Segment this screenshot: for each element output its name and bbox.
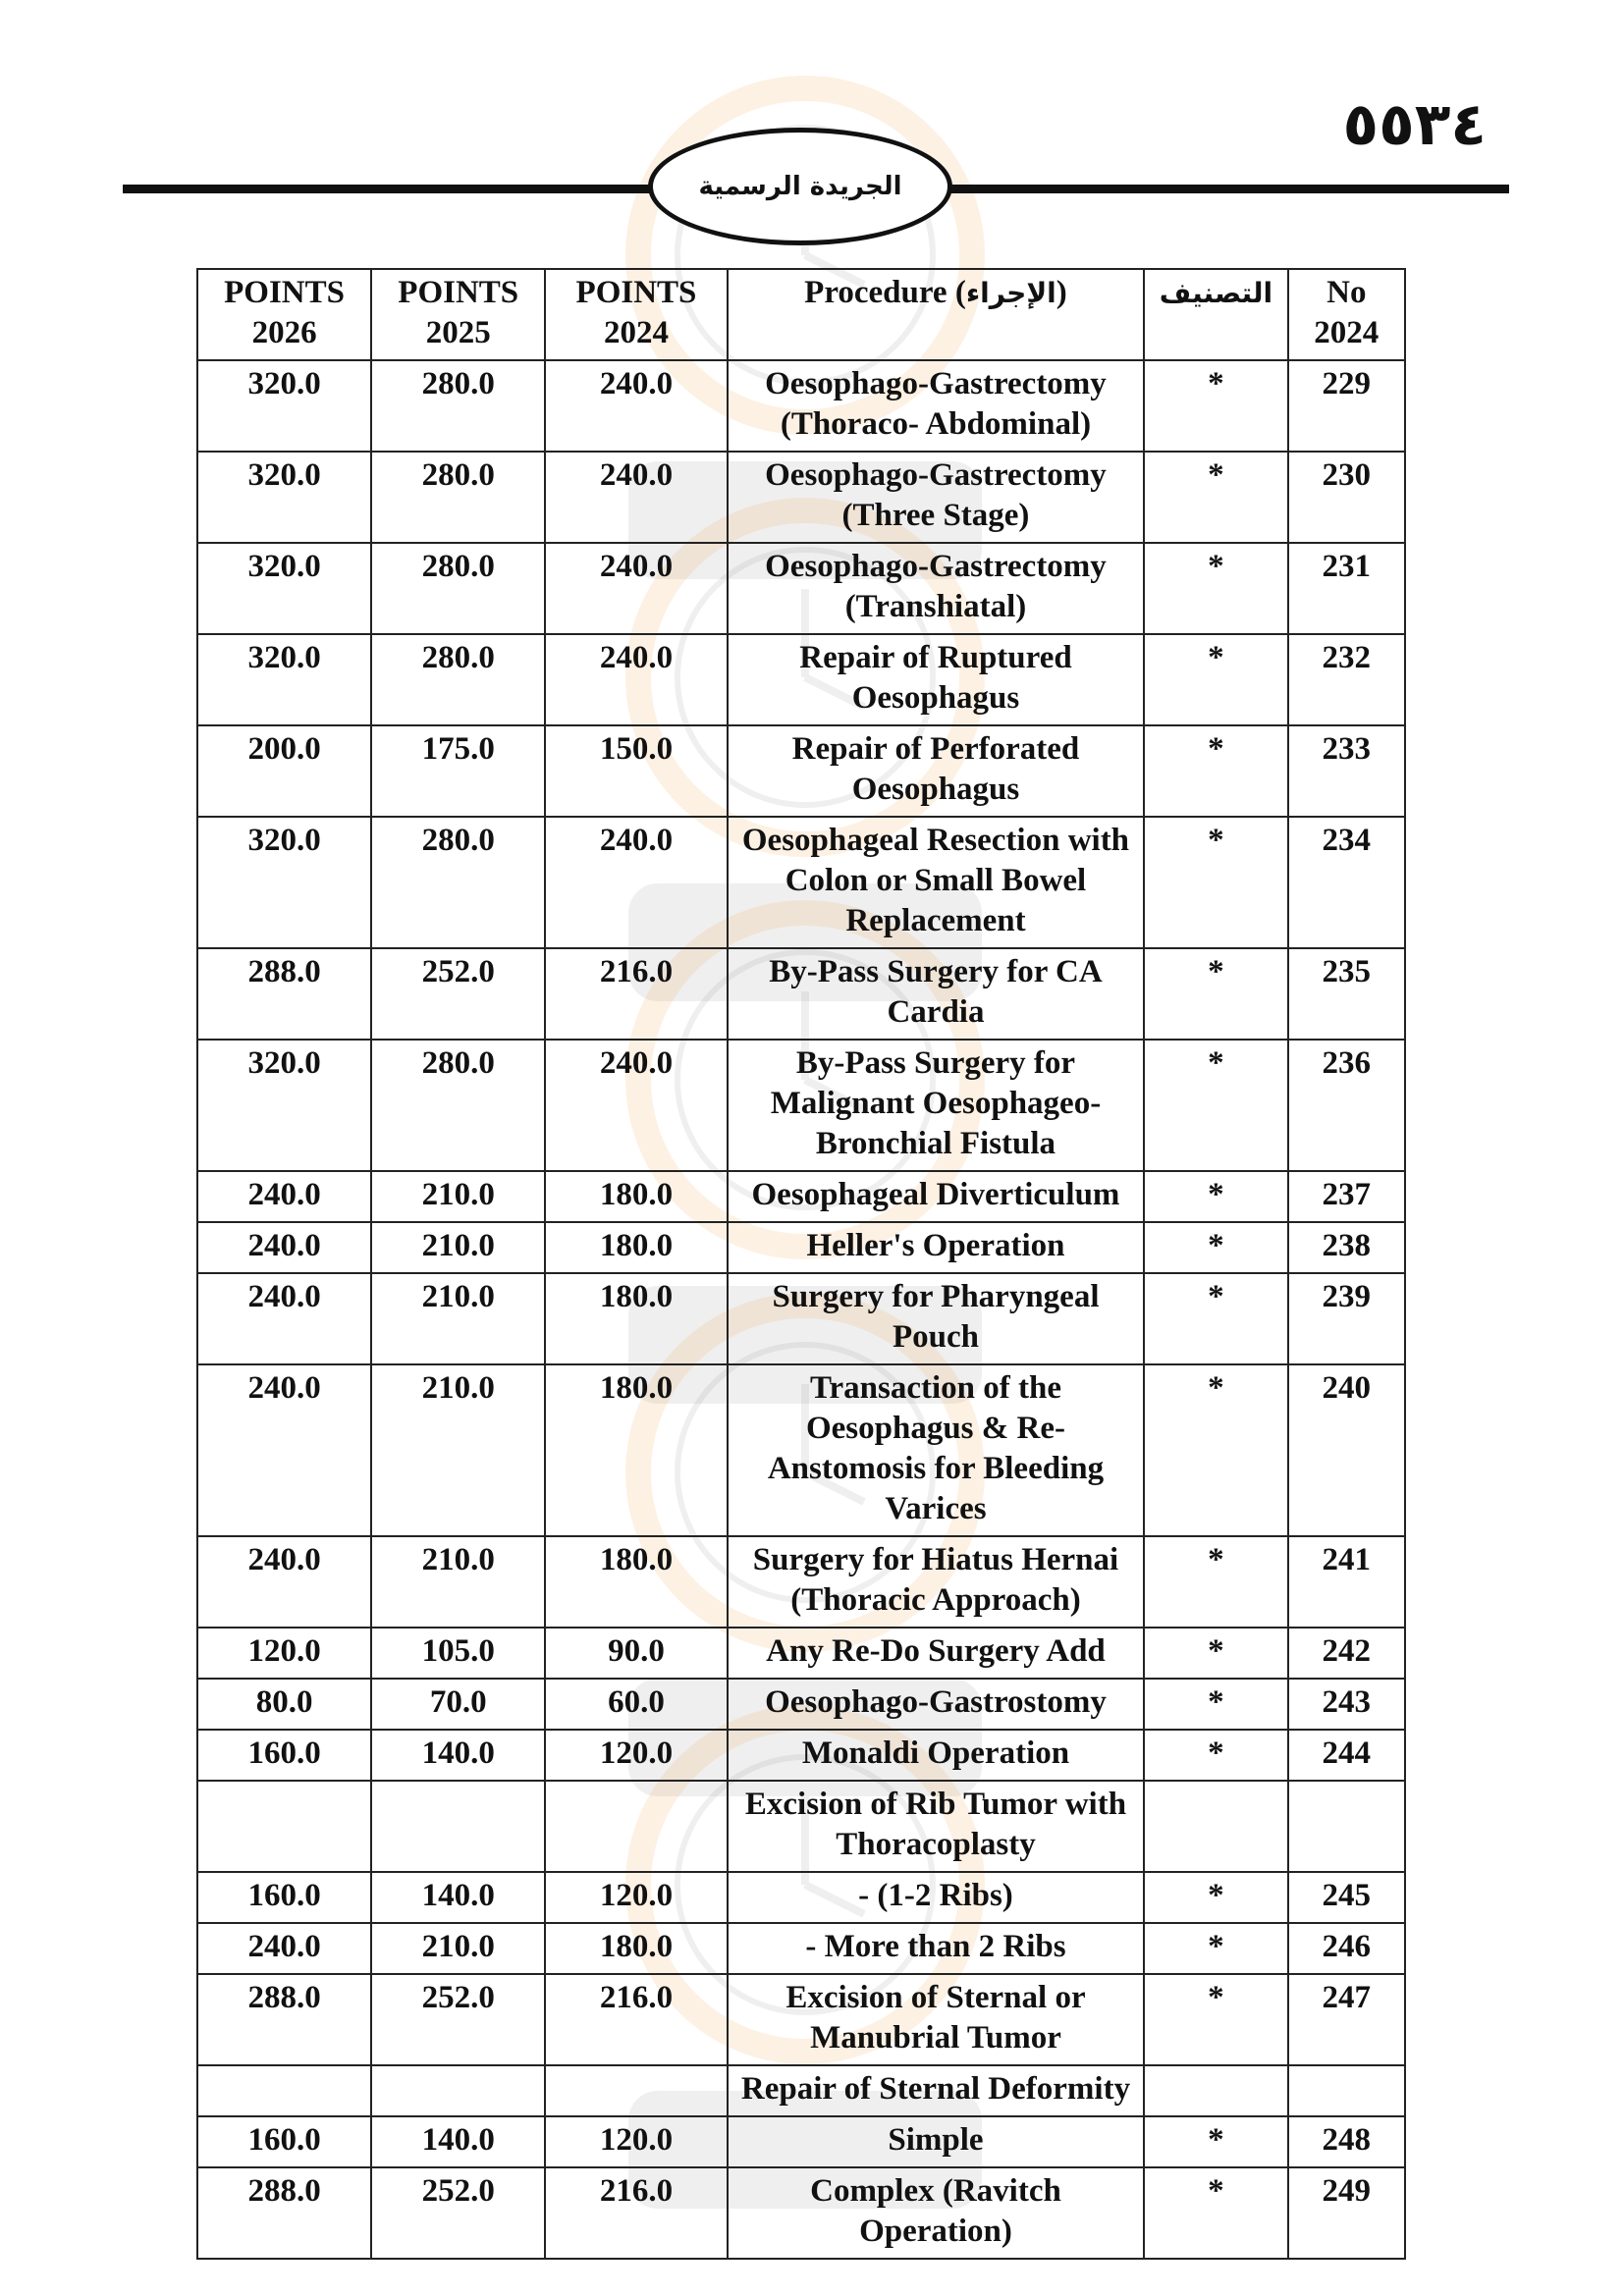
cell-points-2025: 140.0 <box>371 1872 545 1923</box>
cell-number: 229 <box>1288 360 1405 452</box>
cell-procedure: Excision of Sternal or Manubrial Tumor <box>728 1974 1145 2065</box>
table-row <box>197 1923 1405 1974</box>
cell-points-2024: 120.0 <box>545 1730 727 1781</box>
cell-points-2025: 280.0 <box>371 634 545 725</box>
cell-procedure: Excision of Rib Tumor with Thoracoplasty <box>728 1781 1145 1872</box>
cell-points-2025: 175.0 <box>371 725 545 817</box>
cell-points-2026: 240.0 <box>197 1222 371 1273</box>
cell-points-2026: 320.0 <box>197 452 371 543</box>
cell-number: 238 <box>1288 1222 1405 1273</box>
table-row <box>197 725 1405 817</box>
table-row <box>197 1536 1405 1628</box>
cell-procedure: Surgery for Hiatus Hernai (Thoracic Approach) <box>728 1536 1145 1628</box>
cell-number: 230 <box>1288 452 1405 543</box>
cell-points-2026: 80.0 <box>197 1679 371 1730</box>
cell-points-2025: 210.0 <box>371 1364 545 1536</box>
table-row <box>197 1730 1405 1781</box>
cell-points-2024: 216.0 <box>545 2167 727 2259</box>
page-number: ٥٥٣٤ <box>1342 90 1487 159</box>
cell-number: 248 <box>1288 2116 1405 2167</box>
table-body <box>197 360 1405 2259</box>
cell-procedure: Oesophago-Gastrectomy (Transhiatal) <box>728 543 1145 634</box>
cell-number: 245 <box>1288 1872 1405 1923</box>
header-points-2024-year: 2024 <box>603 315 669 350</box>
cell-points-2024: 240.0 <box>545 1040 727 1171</box>
header-procedure-en: Procedure ( <box>804 275 966 310</box>
cell-classification: * <box>1144 1171 1287 1222</box>
cell-points-2026: 320.0 <box>197 817 371 948</box>
cell-points-2025: 105.0 <box>371 1628 545 1679</box>
cell-points-2026: 240.0 <box>197 1536 371 1628</box>
cell-points-2026: 200.0 <box>197 725 371 817</box>
cell-procedure: Repair of Perforated Oesophagus <box>728 725 1145 817</box>
cell-classification: * <box>1144 1679 1287 1730</box>
cell-procedure: Heller's Operation <box>728 1222 1145 1273</box>
cell-points-2026: 320.0 <box>197 543 371 634</box>
cell-procedure: Any Re-Do Surgery Add <box>728 1628 1145 1679</box>
cell-classification: * <box>1144 452 1287 543</box>
procedures-table <box>196 268 1406 2260</box>
cell-number: 244 <box>1288 1730 1405 1781</box>
cell-procedure: Simple <box>728 2116 1145 2167</box>
cell-points-2024: 240.0 <box>545 817 727 948</box>
header-points-2026-year: 2026 <box>251 315 317 350</box>
header-no-year: 2024 <box>1314 315 1380 350</box>
cell-classification <box>1144 1781 1287 1872</box>
table-row <box>197 1222 1405 1273</box>
cell-points-2025 <box>371 2065 545 2116</box>
cell-points-2026 <box>197 2065 371 2116</box>
cell-number: 236 <box>1288 1040 1405 1171</box>
header-points-2026-label: POINTS <box>224 275 346 310</box>
cell-points-2025 <box>371 1781 545 1872</box>
cell-classification: * <box>1144 1273 1287 1364</box>
cell-classification: * <box>1144 725 1287 817</box>
cell-procedure: Repair of Sternal Deformity <box>728 2065 1145 2116</box>
cell-number: 234 <box>1288 817 1405 948</box>
cell-classification: * <box>1144 543 1287 634</box>
cell-points-2026: 288.0 <box>197 948 371 1040</box>
cell-points-2024: 60.0 <box>545 1679 727 1730</box>
table-row <box>197 948 1405 1040</box>
cell-classification: * <box>1144 1872 1287 1923</box>
header-classification <box>1144 269 1287 360</box>
table-row <box>197 1781 1405 1872</box>
cell-procedure: Surgery for Pharyngeal Pouch <box>728 1273 1145 1364</box>
cell-classification: * <box>1144 1974 1287 2065</box>
cell-classification: * <box>1144 360 1287 452</box>
cell-classification: * <box>1144 1628 1287 1679</box>
cell-classification: * <box>1144 1536 1287 1628</box>
cell-points-2025: 210.0 <box>371 1536 545 1628</box>
header-classification-label: التصنيف <box>1159 277 1273 309</box>
cell-classification: * <box>1144 634 1287 725</box>
cell-points-2025: 70.0 <box>371 1679 545 1730</box>
cell-procedure: By-Pass Surgery for CA Cardia <box>728 948 1145 1040</box>
cell-points-2026: 320.0 <box>197 634 371 725</box>
cell-points-2024: 216.0 <box>545 948 727 1040</box>
table-row <box>197 1171 1405 1222</box>
cell-points-2026: 160.0 <box>197 1730 371 1781</box>
cell-points-2024: 180.0 <box>545 1536 727 1628</box>
cell-points-2024: 240.0 <box>545 634 727 725</box>
cell-points-2024: 150.0 <box>545 725 727 817</box>
cell-points-2024: 180.0 <box>545 1222 727 1273</box>
cell-points-2024: 180.0 <box>545 1273 727 1364</box>
cell-points-2024: 240.0 <box>545 543 727 634</box>
cell-number: 233 <box>1288 725 1405 817</box>
cell-classification: * <box>1144 1364 1287 1536</box>
cell-classification: * <box>1144 817 1287 948</box>
cell-points-2024: 180.0 <box>545 1171 727 1222</box>
cell-procedure: Complex (Ravitch Operation) <box>728 2167 1145 2259</box>
cell-number: 241 <box>1288 1536 1405 1628</box>
table-row <box>197 1974 1405 2065</box>
cell-points-2025: 210.0 <box>371 1171 545 1222</box>
cell-number: 232 <box>1288 634 1405 725</box>
cell-classification: * <box>1144 1730 1287 1781</box>
cell-number: 242 <box>1288 1628 1405 1679</box>
cell-points-2025: 252.0 <box>371 1974 545 2065</box>
cell-points-2026 <box>197 1781 371 1872</box>
cell-points-2026: 240.0 <box>197 1273 371 1364</box>
cell-procedure: Oesophageal Resection with Colon or Small Bowel Replacement <box>728 817 1145 948</box>
cell-points-2026: 240.0 <box>197 1171 371 1222</box>
table-row <box>197 1628 1405 1679</box>
cell-points-2024: 216.0 <box>545 1974 727 2065</box>
table-row <box>197 360 1405 452</box>
table-header-row <box>197 269 1405 360</box>
cell-points-2025: 210.0 <box>371 1273 545 1364</box>
cell-procedure: Monaldi Operation <box>728 1730 1145 1781</box>
cell-classification <box>1144 2065 1287 2116</box>
cell-points-2025: 140.0 <box>371 2116 545 2167</box>
header-points-2024-label: POINTS <box>575 275 697 310</box>
cell-points-2025: 252.0 <box>371 2167 545 2259</box>
cell-number <box>1288 2065 1405 2116</box>
cell-points-2026: 240.0 <box>197 1923 371 1974</box>
cell-points-2024: 180.0 <box>545 1923 727 1974</box>
cell-number: 243 <box>1288 1679 1405 1730</box>
cell-points-2026: 288.0 <box>197 1974 371 2065</box>
cell-classification: * <box>1144 948 1287 1040</box>
cell-procedure: - (1-2 Ribs) <box>728 1872 1145 1923</box>
header-no-label: No <box>1326 275 1367 310</box>
cell-number: 246 <box>1288 1923 1405 1974</box>
cell-points-2026: 288.0 <box>197 2167 371 2259</box>
cell-procedure: Oesophageal Diverticulum <box>728 1171 1145 1222</box>
cell-points-2024: 240.0 <box>545 452 727 543</box>
header-points-2024 <box>545 269 727 360</box>
cell-points-2024: 180.0 <box>545 1364 727 1536</box>
cell-points-2024: 120.0 <box>545 2116 727 2167</box>
cell-procedure: Transaction of the Oesophagus & Re-Anstomosis for Bleeding Varices <box>728 1364 1145 1536</box>
header-points-2025 <box>371 269 545 360</box>
cell-classification: * <box>1144 1040 1287 1171</box>
cell-points-2025: 280.0 <box>371 1040 545 1171</box>
cell-points-2026: 320.0 <box>197 360 371 452</box>
cell-points-2025: 210.0 <box>371 1222 545 1273</box>
cell-number: 231 <box>1288 543 1405 634</box>
table-row <box>197 2167 1405 2259</box>
cell-points-2026: 240.0 <box>197 1364 371 1536</box>
table-row <box>197 1273 1405 1364</box>
header-no <box>1288 269 1405 360</box>
cell-points-2026: 160.0 <box>197 1872 371 1923</box>
table-row <box>197 1679 1405 1730</box>
cell-procedure: Oesophago-Gastrostomy <box>728 1679 1145 1730</box>
cell-points-2026: 160.0 <box>197 2116 371 2167</box>
cell-number: 247 <box>1288 1974 1405 2065</box>
cell-points-2025: 280.0 <box>371 452 545 543</box>
table-row <box>197 2116 1405 2167</box>
cell-number: 235 <box>1288 948 1405 1040</box>
table-row <box>197 634 1405 725</box>
cell-points-2025: 280.0 <box>371 543 545 634</box>
cell-procedure: Oesophago-Gastrectomy (Three Stage) <box>728 452 1145 543</box>
cell-procedure: - More than 2 Ribs <box>728 1923 1145 1974</box>
cell-points-2024 <box>545 1781 727 1872</box>
table-row <box>197 1040 1405 1171</box>
cell-number: 237 <box>1288 1171 1405 1222</box>
cell-points-2025: 140.0 <box>371 1730 545 1781</box>
table-row <box>197 2065 1405 2116</box>
cell-points-2024 <box>545 2065 727 2116</box>
cell-procedure: Oesophago-Gastrectomy (Thoraco- Abdominal) <box>728 360 1145 452</box>
cell-number: 240 <box>1288 1364 1405 1536</box>
cell-classification: * <box>1144 1923 1287 1974</box>
cell-points-2024: 90.0 <box>545 1628 727 1679</box>
cell-points-2026: 120.0 <box>197 1628 371 1679</box>
cell-points-2025: 280.0 <box>371 817 545 948</box>
cell-classification: * <box>1144 1222 1287 1273</box>
cell-points-2024: 240.0 <box>545 360 727 452</box>
cell-points-2025: 280.0 <box>371 360 545 452</box>
cell-number: 239 <box>1288 1273 1405 1364</box>
header-points-2025-year: 2025 <box>425 315 491 350</box>
cell-points-2026: 320.0 <box>197 1040 371 1171</box>
table-row <box>197 543 1405 634</box>
header-points-2025-label: POINTS <box>398 275 519 310</box>
cell-points-2024: 120.0 <box>545 1872 727 1923</box>
gazette-title: الجريدة الرسمية <box>648 128 952 245</box>
table-row <box>197 817 1405 948</box>
table-row <box>197 1872 1405 1923</box>
cell-number: 249 <box>1288 2167 1405 2259</box>
table-row <box>197 1364 1405 1536</box>
cell-procedure: Repair of Ruptured Oesophagus <box>728 634 1145 725</box>
cell-classification: * <box>1144 2167 1287 2259</box>
cell-classification: * <box>1144 2116 1287 2167</box>
cell-procedure: By-Pass Surgery for Malignant Oesophageo-Bronchial Fistula <box>728 1040 1145 1171</box>
header-procedure-close: ) <box>1056 275 1067 310</box>
header-procedure-ar: الإجراء <box>965 277 1056 309</box>
header-points-2026 <box>197 269 371 360</box>
table-row <box>197 452 1405 543</box>
cell-points-2025: 210.0 <box>371 1923 545 1974</box>
cell-number <box>1288 1781 1405 1872</box>
header-procedure <box>728 269 1145 360</box>
cell-points-2025: 252.0 <box>371 948 545 1040</box>
